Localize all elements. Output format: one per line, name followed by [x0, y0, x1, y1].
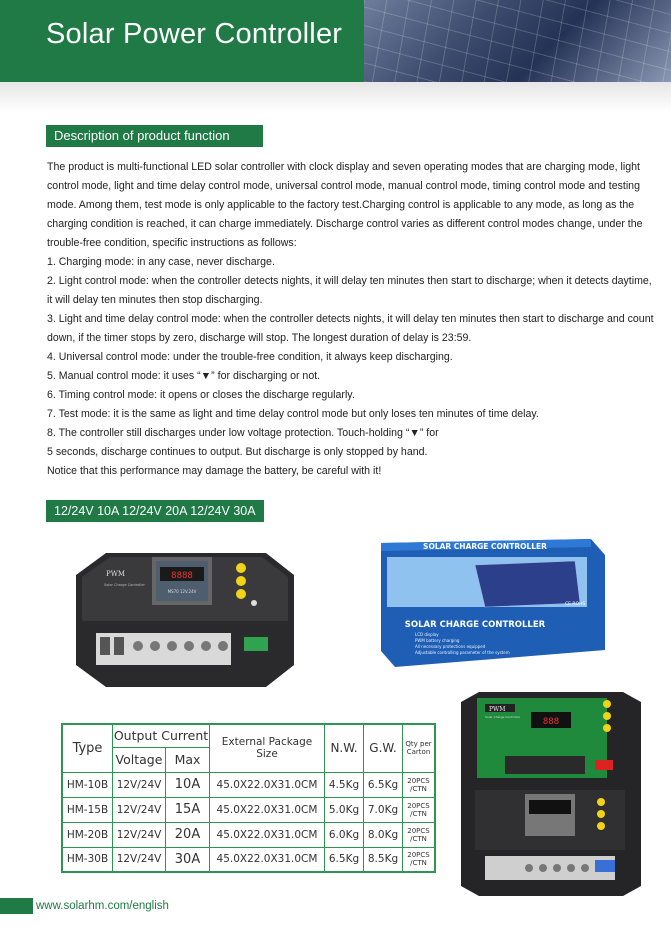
cell-package: 45.0X22.0X31.0CM [210, 822, 325, 847]
table-row [62, 772, 435, 797]
header-max: Max [166, 747, 210, 772]
cell-voltage: 12V/24V [113, 772, 166, 797]
spec-table [61, 723, 436, 873]
box-label: SOLAR CHARGE CONTROLLER [404, 620, 546, 630]
cell-qty: 20PCS /CTN [403, 772, 436, 797]
box-feature: PWM battery charging [415, 638, 460, 643]
controller-brand: PWM [106, 570, 126, 578]
description-item: 5 seconds, discharge continues to output. But discharge is only stopped by hand. [47, 446, 428, 458]
footer-website-link[interactable]: www.solarhm.com/english [36, 900, 169, 912]
cell-type: HM-20B [62, 822, 113, 847]
header-qty-per-carton: Qty per Carton [403, 724, 436, 772]
description-intro: The product is multi-functional LED solar controller with clock display and seven operating modes that are charging mode, light control mode, light and time delay control mode, universal control mode, manual control mode, timing control mode and testing mode. Among them, test mode is only applicable to the factory test.Charging control is applicable to any mode, as long as the charging condition is reached, it can charge immediately. Discharge control varies as different control modes change, under the trouble-free condition, specific instructions as follows: [47, 161, 643, 249]
description-item: 1. Charging mode: in any case, never discharge. [47, 256, 275, 268]
cell-nw: 6.5Kg [325, 847, 364, 872]
cell-package: 45.0X22.0X31.0CM [210, 772, 325, 797]
header-shadow [0, 82, 671, 112]
box-badge: CE ROHS [565, 602, 586, 607]
box-feature: All necessary protections equipped [415, 644, 486, 649]
cell-package: 45.0X22.0X31.0CM [210, 847, 325, 872]
header-nw: N.W. [325, 724, 364, 772]
description-item: 2. Light control mode: when the controller detects nights, it will delay ten minutes then start to discharge; when it detects daytime, it will delay ten minutes then stop discharging. [47, 275, 652, 306]
cell-nw: 5.0Kg [325, 797, 364, 822]
board-display: 888 [542, 717, 560, 727]
controller-photo [66, 545, 296, 693]
cell-voltage: 12V/24V [113, 822, 166, 847]
cell-voltage: 12V/24V [113, 847, 166, 872]
box-feature: LCD display [415, 632, 439, 637]
circuit-board-photo [455, 690, 647, 897]
table-row [62, 797, 435, 822]
header-output-current: Output Current [113, 724, 210, 747]
cell-type: HM-15B [62, 797, 113, 822]
page-title: Solar Power Controller [46, 18, 343, 50]
header-type: Type [62, 724, 113, 772]
description-item: 6. Timing control mode: it opens or closes the discharge regularly. [47, 389, 355, 401]
box-feature: Adjustable controlling parameter of the system [415, 650, 510, 655]
board-sub: Solar Charge Controller [485, 715, 521, 719]
cell-type: HM-30B [62, 847, 113, 872]
table-row [62, 847, 435, 872]
solar-panel-photo [364, 0, 671, 82]
cell-nw: 4.5Kg [325, 772, 364, 797]
product-box-photo [375, 535, 607, 670]
header-voltage: Voltage [113, 747, 166, 772]
cell-voltage: 12V/24V [113, 797, 166, 822]
cell-max: 15A [166, 797, 210, 822]
cell-max: 30A [166, 847, 210, 872]
cell-qty: 20PCS /CTN [403, 847, 436, 872]
cell-gw: 8.5Kg [364, 847, 403, 872]
cell-max: 20A [166, 822, 210, 847]
cell-gw: 6.5Kg [364, 772, 403, 797]
box-top-label: SOLAR CHARGE CONTROLLER [423, 542, 547, 551]
table-row [62, 822, 435, 847]
cell-type: HM-10B [62, 772, 113, 797]
section-heading-description: Description of product function [46, 125, 263, 147]
board-brand: PWM [489, 706, 506, 713]
cell-package: 45.0X22.0X31.0CM [210, 797, 325, 822]
description-notice: Notice that this performance may damage the battery, be careful with it! [47, 465, 382, 477]
cell-qty: 20PCS /CTN [403, 822, 436, 847]
controller-display-sub: MS70 12V.24V [167, 589, 197, 594]
description-item: 7. Test mode: it is the same as light and time delay control mode but only loses ten minutes of time delay. [47, 408, 539, 420]
controller-display: 8888 [171, 571, 193, 581]
section-heading-models: 12/24V 10A 12/24V 20A 12/24V 30A [46, 500, 264, 522]
description-item: 4. Universal control mode: under the trouble-free condition, it always keep discharging. [47, 351, 453, 363]
footer-bar [0, 898, 33, 914]
cell-gw: 8.0Kg [364, 822, 403, 847]
header-gw: G.W. [364, 724, 403, 772]
description-item: 3. Light and time delay control mode: when the controller detects nights, it will delay ten minutes then start to discharge and count down, if the timer stops by zero, discharge will stop. The longest duration of delay is 23:59. [47, 313, 654, 344]
description-item: 8. The controller still discharges under low voltage protection. Touch-holding “▼” for [47, 427, 439, 439]
cell-gw: 7.0Kg [364, 797, 403, 822]
header-package-size: External Package Size [210, 724, 325, 772]
cell-qty: 20PCS /CTN [403, 797, 436, 822]
cell-nw: 6.0Kg [325, 822, 364, 847]
description-body [47, 158, 659, 481]
description-item: 5. Manual control mode: it uses “▼” for discharging or not. [47, 370, 321, 382]
cell-max: 10A [166, 772, 210, 797]
controller-sub: Solar Charge Controller [104, 583, 145, 587]
